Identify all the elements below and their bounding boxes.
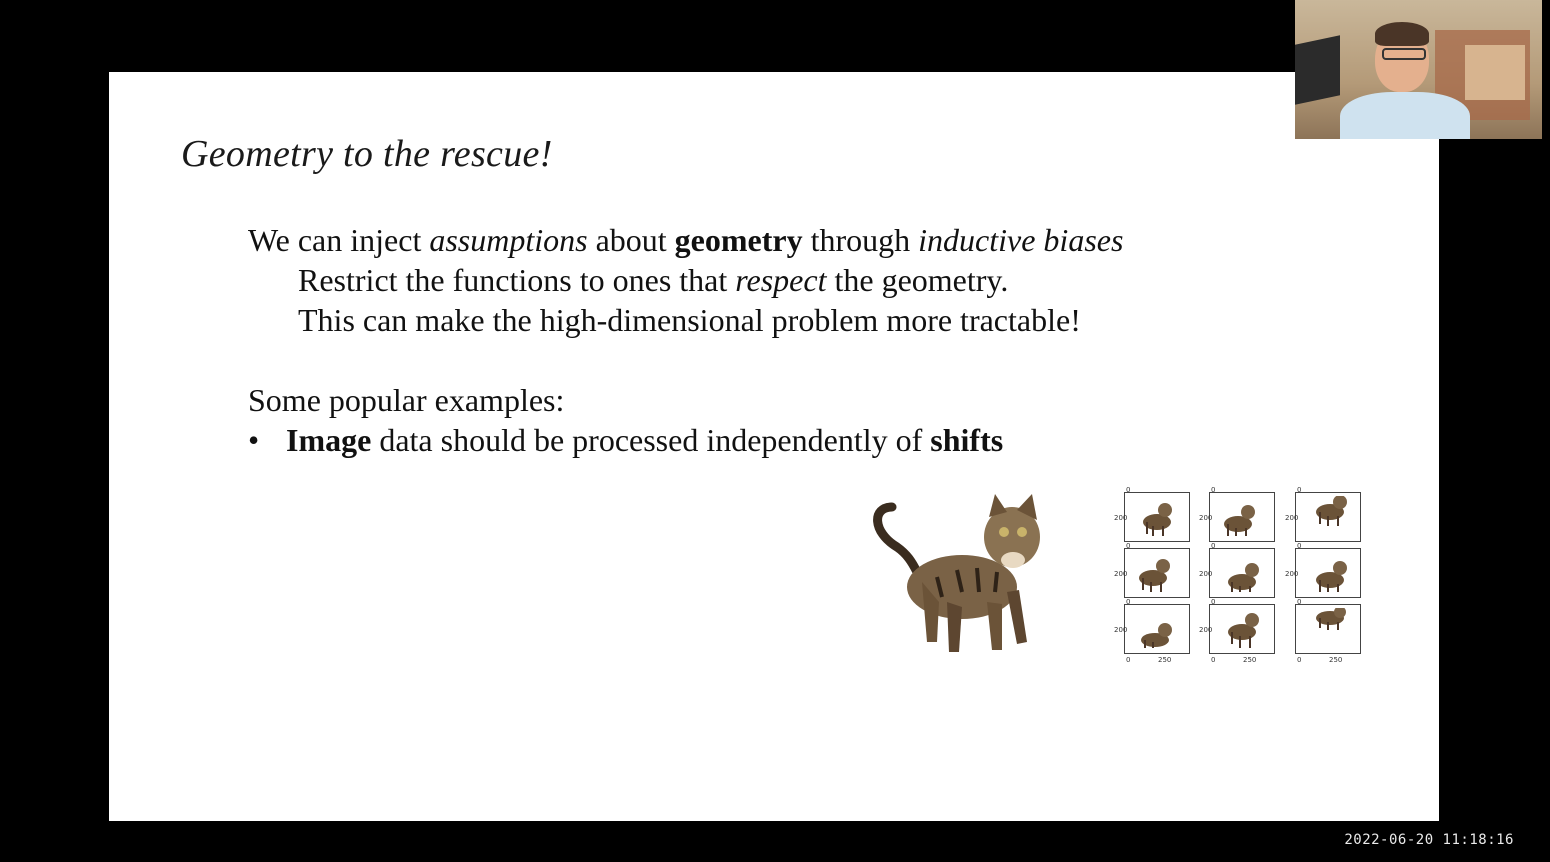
line-popular-examples: Some popular examples: [248,382,565,418]
recording-timestamp: 2022-06-20 11:18:16 [1344,832,1514,848]
line-restrict-functions [298,262,1008,299]
tick-label: 200 [1199,570,1213,578]
text-bold: shifts [930,422,1004,458]
presenter-glasses [1382,48,1426,60]
cat-thumbnail [1300,496,1356,538]
text: through [802,222,919,258]
tick-label: 200 [1199,626,1213,634]
tick-label: 0 [1297,486,1302,494]
background-art [1465,45,1525,100]
line-tractable: This can make the high-dimensional problem more tractable! [298,302,1081,338]
cat-image [867,492,1057,662]
tick-label: 200 [1114,570,1128,578]
presenter-shirt [1340,92,1470,139]
text-italic: assumptions [429,222,588,258]
slide [109,72,1439,821]
grid-cell [1124,548,1190,598]
tick-label: 0 [1297,598,1302,606]
tick-label: 0 [1126,656,1131,664]
bullet-mark: • [248,422,260,458]
grid-cell [1124,604,1190,654]
presenter-hair [1375,22,1429,46]
tick-label: 200 [1285,514,1299,522]
presenter-webcam [1295,0,1542,139]
cat-thumbnail [1129,608,1185,650]
tick-label: 0 [1211,486,1216,494]
line-inject-assumptions [248,222,1123,259]
tick-label: 250 [1243,656,1257,664]
grid-cell [1209,604,1275,654]
tick-label: 200 [1114,626,1128,634]
cat-thumbnail [1214,496,1270,538]
bullet-item-image-shifts [248,422,1003,459]
cat-thumbnail [1300,608,1356,650]
tick-label: 200 [1285,570,1299,578]
tick-label: 0 [1297,542,1302,550]
tick-label: 0 [1211,656,1216,664]
grid-cell [1295,604,1361,654]
cat-thumbnail [1214,608,1270,650]
tick-label: 200 [1199,514,1213,522]
grid-cell [1209,548,1275,598]
text-bold: Image [286,422,372,458]
text: about [587,222,675,258]
cat-thumbnail [1129,496,1185,538]
cat-thumbnail [1300,552,1356,594]
slide-title: Geometry to the rescue! [181,133,553,175]
tick-label: 0 [1126,598,1131,606]
text: the geometry. [826,262,1009,298]
background-tv [1295,35,1340,105]
grid-cell [1209,492,1275,542]
cat-thumbnail [1129,552,1185,594]
grid-cell [1295,548,1361,598]
text-italic: inductive biases [918,222,1124,258]
tick-label: 0 [1126,486,1131,494]
text: Restrict the functions to ones that [298,262,736,298]
tick-label: 0 [1211,598,1216,606]
cat-thumbnail [1214,552,1270,594]
tick-label: 0 [1297,656,1302,664]
tick-label: 250 [1329,656,1343,664]
text-italic: respect [735,262,827,298]
tick-label: 0 [1211,542,1216,550]
grid-cell [1295,492,1361,542]
text: data should be processed independently of [371,422,931,458]
tick-label: 200 [1114,514,1128,522]
text: We can inject [248,222,430,258]
tick-label: 0 [1126,542,1131,550]
grid-cell [1124,492,1190,542]
text-bold: geometry [674,222,803,258]
tick-label: 250 [1158,656,1172,664]
shifted-images-grid [1112,486,1372,670]
